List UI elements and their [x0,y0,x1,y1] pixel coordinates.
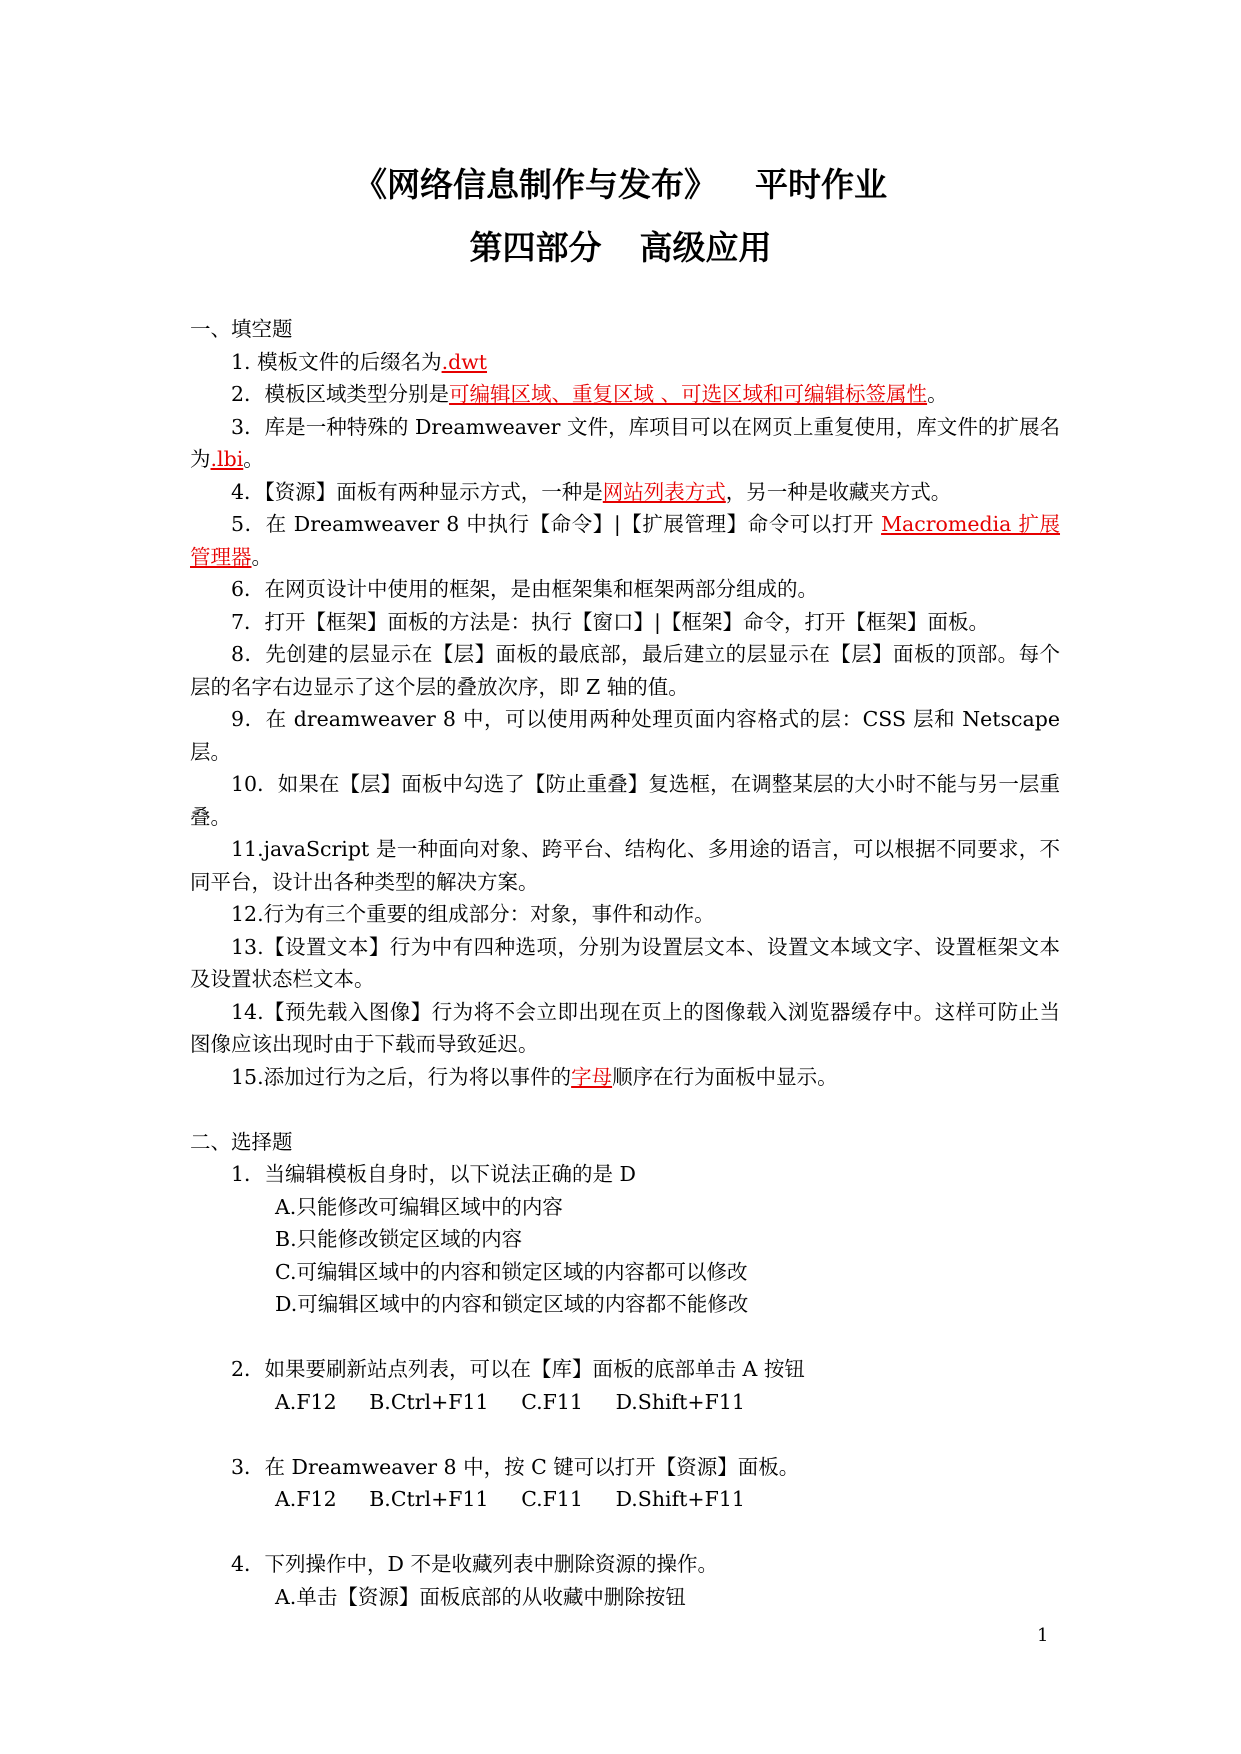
choice-option: A.单击【资源】面板底部的从收藏中删除按钮 [275,1584,686,1609]
fill-question-13: 13.【设置文本】行为中有四种选项，分别为设置层文本、设置文本域文字、设置框架文本及设置状态栏文本。 [190,934,1060,991]
choice-question-3: 3．在 Dreamweaver 8 中，按 C 键可以打开【资源】面板。 [231,1454,800,1479]
choice-option: D.Shift+F11 [615,1389,745,1414]
choice-question-1: 1．当编辑模板自身时，以下说法正确的是 D [231,1162,636,1186]
title-suffix: 平时作业 [755,165,887,204]
subtitle-topic: 高级应用 [639,228,772,267]
fill-question-5: 5．在 Dreamweaver 8 中执行【命令】|【扩展管理】命令可以打开 Macromedia 扩展管理器。 [190,512,1061,569]
fill-question-9: 9．在 dreamweaver 8 中，可以使用两种处理页面内容格式的层：CSS 层和 Netscape 层。 [190,707,1060,764]
subtitle-part: 第四部分 [469,228,602,267]
fill-question-2: 2．模板区域类型分别是可编辑区域、重复区域 、可选区域和可编辑标签属性。 [231,382,948,406]
choice-options-row [190,1483,1060,1516]
title-main: 《网络信息制作与发布》 [354,165,717,204]
document-subtitle [0,228,1241,268]
choice-option: B.Ctrl+F11 [369,1389,489,1414]
choice-option: B.Ctrl+F11 [369,1487,489,1511]
choice-question-2: 2．如果要刷新站点列表，可以在【库】面板的底部单击 A 按钮 [231,1357,805,1381]
fill-question-3: 3．库是一种特殊的 Dreamweaver 文件，库项目可以在网页上重复使用，库文件的扩展名为.lbi。 [190,414,1060,471]
document-title [0,165,1241,205]
choice-option: D.Shift+F11 [615,1487,745,1511]
choice-option: C.F11 [521,1487,583,1511]
fill-question-15: 15.添加过行为之后，行为将以事件的字母顺序在行为面板中显示。 [231,1064,838,1089]
choice-options-row [190,1386,1060,1419]
fill-question-10: 10．如果在【层】面板中勾选了【防止重叠】复选框，在调整某层的大小时不能与另一层重叠。 [190,772,1060,829]
choice-option: A.F12 [275,1487,337,1511]
answer-text: .lbi [210,447,244,471]
choice-option: C.可编辑区域中的内容和锁定区域的内容都可以修改 [275,1259,748,1284]
answer-text: 字母 [571,1064,613,1089]
answer-text: 网站列表方式 [602,479,726,504]
fill-question-8: 8．先创建的层显示在【层】面板的最底部，最后建立的层显示在【层】面板的顶部。每个层的名字右边显示了这个层的叠放次序，即 Z 轴的值。 [190,642,1060,699]
answer-text: Macromedia 扩展管理器 [190,512,1061,569]
page-number: 1 [1037,1625,1049,1646]
answer-text: 可编辑区域、重复区域 、可选区域和可编辑标签属性 [449,382,928,406]
fill-question-14: 14.【预先载入图像】行为将不会立即出现在页上的图像载入浏览器缓存中。这样可防止当图像应该出现时由于下载而导致延迟。 [190,999,1060,1056]
choice-option: A.只能修改可编辑区域中的内容 [275,1194,563,1219]
choice-option: C.F11 [521,1389,583,1414]
fill-question-12: 12.行为有三个重要的组成部分：对象，事件和动作。 [231,902,715,926]
fill-question-7: 7．打开【框架】面板的方法是：执行【窗口】|【框架】命令，打开【框架】面板。 [231,609,989,634]
choice-option: D.可编辑区域中的内容和锁定区域的内容都不能修改 [275,1292,749,1316]
choice-question-4: 4．下列操作中，D 不是收藏列表中删除资源的操作。 [231,1552,718,1576]
fill-question-4: 4．【资源】面板有两种显示方式，一种是网站列表方式，另一种是收藏夹方式。 [231,479,952,504]
answer-text: .dwt [441,349,488,374]
fill-question-1: 1. 模板文件的后缀名为.dwt [231,349,488,374]
section-heading-choice: 二、选择题 [190,1129,293,1154]
fill-question-6: 6．在网页设计中使用的框架，是由框架集和框架两部分组成的。 [231,577,819,601]
fill-question-11: 11.javaScript 是一种面向对象、跨平台、结构化、多用途的语言，可以根据不同要求，不同平台，设计出各种类型的解决方案。 [190,837,1060,894]
choice-option: A.F12 [275,1389,337,1414]
document-body [190,313,1060,1613]
section-heading-fill-blank: 一、填空题 [190,317,293,341]
choice-option: B.只能修改锁定区域的内容 [275,1227,523,1251]
